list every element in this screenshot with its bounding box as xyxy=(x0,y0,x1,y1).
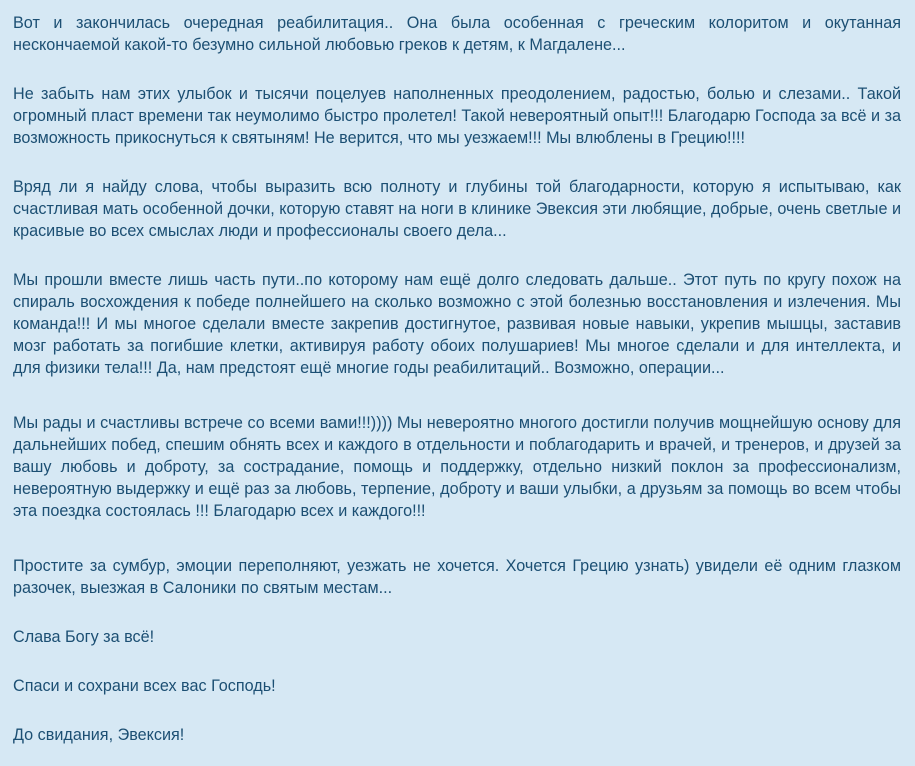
paragraph-1: Вот и закончилась очередная реабилитация.. Она была особенная с греческим колоритом и окутанная нескончаемой какой-то безумно сильной любовью греков к детям, к Магдалене... xyxy=(13,14,901,54)
paragraph-4: Мы прошли вместе лишь часть пути..по которому нам ещё долго следовать дальше.. Этот путь по кругу похож на спираль восхождения к победе полнейшего на сколько возможно с этой болезнью восстановления и излечения. Мы команда!!! И мы многое сделали вместе закрепив достигнутое, развивая новые навыки, укрепив мышцы, заставив мозг работать за погибшие клетки, активируя работу обоих полушариев! Мы многое сделали и для интеллекта, и для физики тела!!! Да, нам предстоят ещё многие годы реабилитаций.. Возможно, операции... xyxy=(13,271,901,377)
closing-line-blessing: Спаси и сохрани всех вас Господь! xyxy=(13,677,276,695)
paragraph-5: Мы рады и счастливы встрече со всеми вами!!!)))) Мы невероятно многого достигли получив мощнейшую основу для дальнейших побед, спешим обнять всех и каждого в отдельности и поблагодарить и врачей, и тренеров, и друзей за вашу любовь и доброту, за сострадание, помощь и поддержку, отдельно низкий поклон за профессионализм, невероятную выдержку и ещё раз за любовь, терпение, доброту и ваши улыбки, а друзьям за помощь во всем чтобы эта поездка состоялась !!! Благодарю всех и каждого!!! xyxy=(13,414,901,520)
closing-line-farewell: До свидания, Эвексия! xyxy=(13,726,185,744)
paragraph-2: Не забыть нам этих улыбок и тысячи поцелуев наполненных преодолением, радостью, болью и слезами.. Такой огромный пласт времени так неумолимо быстро пролетел! Такой невероятный опыт!!! Благодарю Господа за всё и за возможность прикоснуться к святыням! Не верится, что мы уезжаем!!! Мы влюблены в Грецию!!!! xyxy=(13,85,901,147)
closing-line-thanks: Слава Богу за всё! xyxy=(13,628,155,646)
paragraph-3: Вряд ли я найду слова, чтобы выразить всю полноту и глубины той благодарности, которую я испытываю, как счастливая мать особенной дочки, которую ставят на ноги в клинике Эвексия эти любящие, добрые, очень светлые и красивые во всех смыслах люди и профессионалы своего дела... xyxy=(13,178,901,240)
paragraph-6: Простите за сумбур, эмоции переполняют, уезжать не хочется. Хочется Грецию узнать) увидели её одним глазком разочек, выезжая в Салоники по святым местам... xyxy=(13,557,901,597)
